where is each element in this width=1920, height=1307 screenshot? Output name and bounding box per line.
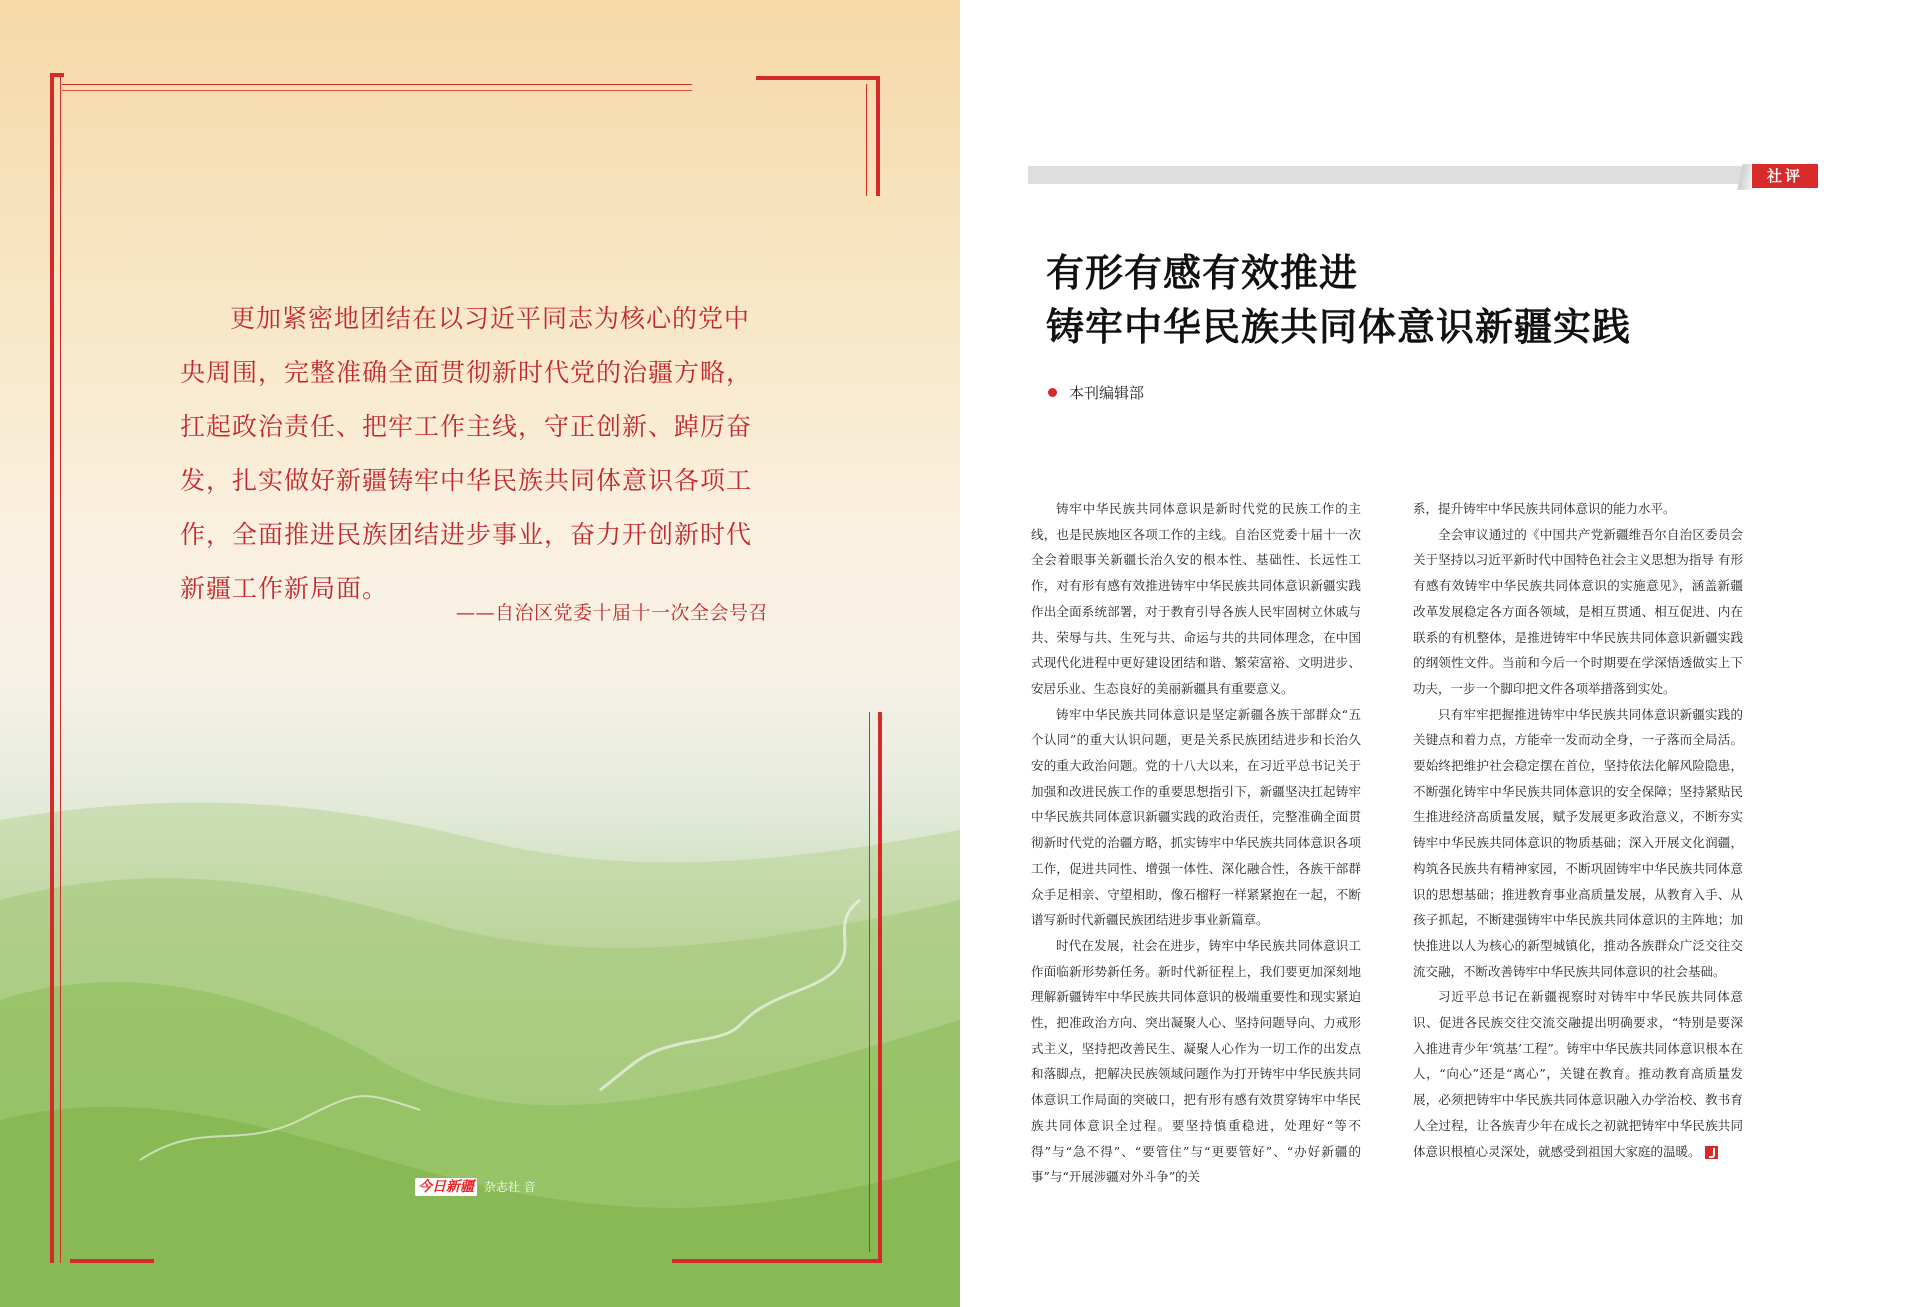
frame-bottom-right-h (672, 1259, 882, 1263)
publisher-suffix: 杂志社 音 (483, 1180, 536, 1194)
paragraph-last (1413, 984, 1743, 1164)
quote-text: 更加紧密地团结在以习近平同志为核心的党中央周围，完整准确全面贯彻新时代党的治疆方略，扛起政治责任、把牢工作主线，守正创新、踔厉奋发，扎实做好新疆铸牢中华民族共同体意识各项工作，全面推进民族团结进步事业，奋力开创新时代新疆工作新局面。 (180, 304, 753, 603)
frame-top-line (62, 84, 692, 85)
publisher-name: 今日新疆 (415, 1178, 477, 1196)
paragraph: 铸牢中华民族共同体意识是新时代党的民族工作的主线，也是民族地区各项工作的主线。自治区党委十届十一次全会着眼事关新疆长治久安的根本性、基础性、长远性工作，对有形有感有效推进铸牢中华民族共同体意识新疆实践作出全面系统部署，对于教育引导各族人民牢固树立休戚与共、荣辱与共、生死与共、命运与共的共同体理念，在中国式现代化进程中更好建设团结和谐、繁荣富裕、文明进步、安居乐业、生态良好的美丽新疆具有重要意义。 (1031, 501, 1361, 696)
section-tag: 社评 (1752, 164, 1818, 188)
paragraph: 铸牢中华民族共同体意识是坚定新疆各族干部群众“五个认同”的重大认识问题，更是关系民族团结进步和长治久安的重大政治问题。党的十八大以来，在习近平总书记关于加强和改进民族工作的重要思想指引下，新疆坚决扛起铸牢中华民族共同体意识新疆实践的政治责任，完整准确全面贯彻新时代党的治疆方略，抓实铸牢中华民族共同体意识各项工作，促进共同性、增强一体性、深化融合性，各族干部群众手足相亲、守望相助，像石榴籽一样紧紧抱在一起，不断谱写新时代新疆民族团结进步事业新篇章。 (1031, 706, 1361, 928)
bullet-icon (1048, 388, 1057, 397)
frame-bottom-right-v (878, 712, 882, 1263)
frame-bottom-left-h (70, 1259, 154, 1263)
paragraph-last-text: 习近平总书记在新疆视察时对铸牢中华民族共同体意识、促进各民族交往交流交融提出明确要求，“特别是要深入推进青少年‘筑基’工程”。铸牢中华民族共同体意识根本在人，“向心”还是“离心”，关键在教育。推动教育高质量发展，必须把铸牢中华民族共同体意识融入办学治校、教书育人全过程，让各族青少年在成长之初就把铸牢中华民族共同体意识根植心灵深处，就感受到祖国大家庭的温暖。 (1413, 989, 1743, 1159)
frame-top-line-2 (62, 90, 692, 91)
article-column-2 (1413, 496, 1743, 1164)
paragraph: 时代在发展，社会在进步，铸牢中华民族共同体意识工作面临新形势新任务。新时代新征程上，我们要更加深刻地理解新疆铸牢中华民族共同体意识的极端重要性和现实紧迫性，把准政治方向、突出凝聚人心、坚持问题导向、力戒形式主义，坚持把改善民生、凝聚人心作为一切工作的出发点和落脚点，把解决民族领域问题作为打开铸牢中华民族共同体意识工作局面的突破口，把有形有感有效贯穿铸牢中华民族共同体意识全过程。要坚持慎重稳进，处理好“等不得”与“急不得”、“要管住”与“更要管好”、“办好新疆的事”与“开展涉疆对外斗争”的关 (1031, 937, 1361, 1185)
byline (1048, 382, 1144, 403)
paragraph: 只有牢牢把握推进铸牢中华民族共同体意识新疆实践的关键点和着力点，方能牵一发而动全身，一子落而全局活。要始终把维护社会稳定摆在首位，坚持依法化解风险隐患，不断强化铸牢中华民族共同体意识的安全保障；坚持紧贴民生推进经济高质量发展，赋予发展更多政治意义，不断夯实铸牢中华民族共同体意识的物质基础；深入开展文化润疆，构筑各民族共有精神家园，不断巩固铸牢中华民族共同体意识的思想基础；推进教育事业高质量发展，从教育入手、从孩子抓起，不断建强铸牢中华民族共同体意识的主阵地；加快推进以人为核心的新型城镇化，推动各族群众广泛交往交流交融，不断改善铸牢中华民族共同体意识的社会基础。 (1413, 706, 1743, 979)
article-title-line1: 有形有感有效推进 (1046, 251, 1359, 295)
article-title (1046, 246, 1631, 354)
right-page (960, 0, 1920, 1307)
frame-left-vertical-outer (50, 73, 54, 1263)
section-bar (1028, 166, 1748, 184)
end-mark-icon (1705, 1146, 1718, 1159)
frame-top-right-corner-h (756, 76, 880, 80)
publisher-logo (415, 1176, 536, 1196)
frame-top-right-corner-v (876, 76, 880, 196)
frame-right-inner-top (866, 84, 867, 196)
article-title-line2: 铸牢中华民族共同体意识新疆实践 (1046, 305, 1632, 349)
frame-left-vertical-inner (60, 73, 61, 1263)
paragraph: 全会审议通过的《中国共产党新疆维吾尔自治区委员会关于坚持以习近平新时代中国特色社会主义思想为指导 有形有感有效铸牢中华民族共同体意识的实施意见》，涵盖新疆改革发展稳定各方面各领域，是相互贯通、相互促进、内在联系的有机整体，是推进铸牢中华民族共同体意识新疆实践的纲领性文件。当前和今后一个时期要在学深悟透做实上下功夫，一步一个脚印把文件各项举措落到实处。 (1413, 526, 1743, 696)
quote-source: ——自治区党委十届十一次全会号召 (456, 602, 769, 624)
quote-block (180, 292, 775, 616)
byline-text: 本刊编辑部 (1069, 384, 1145, 402)
frame-bottom-right-inner (869, 712, 870, 1252)
paragraph-continued: 系，提升铸牢中华民族共同体意识的能力水平。 (1413, 501, 1676, 516)
article-column-1 (1031, 496, 1361, 1190)
